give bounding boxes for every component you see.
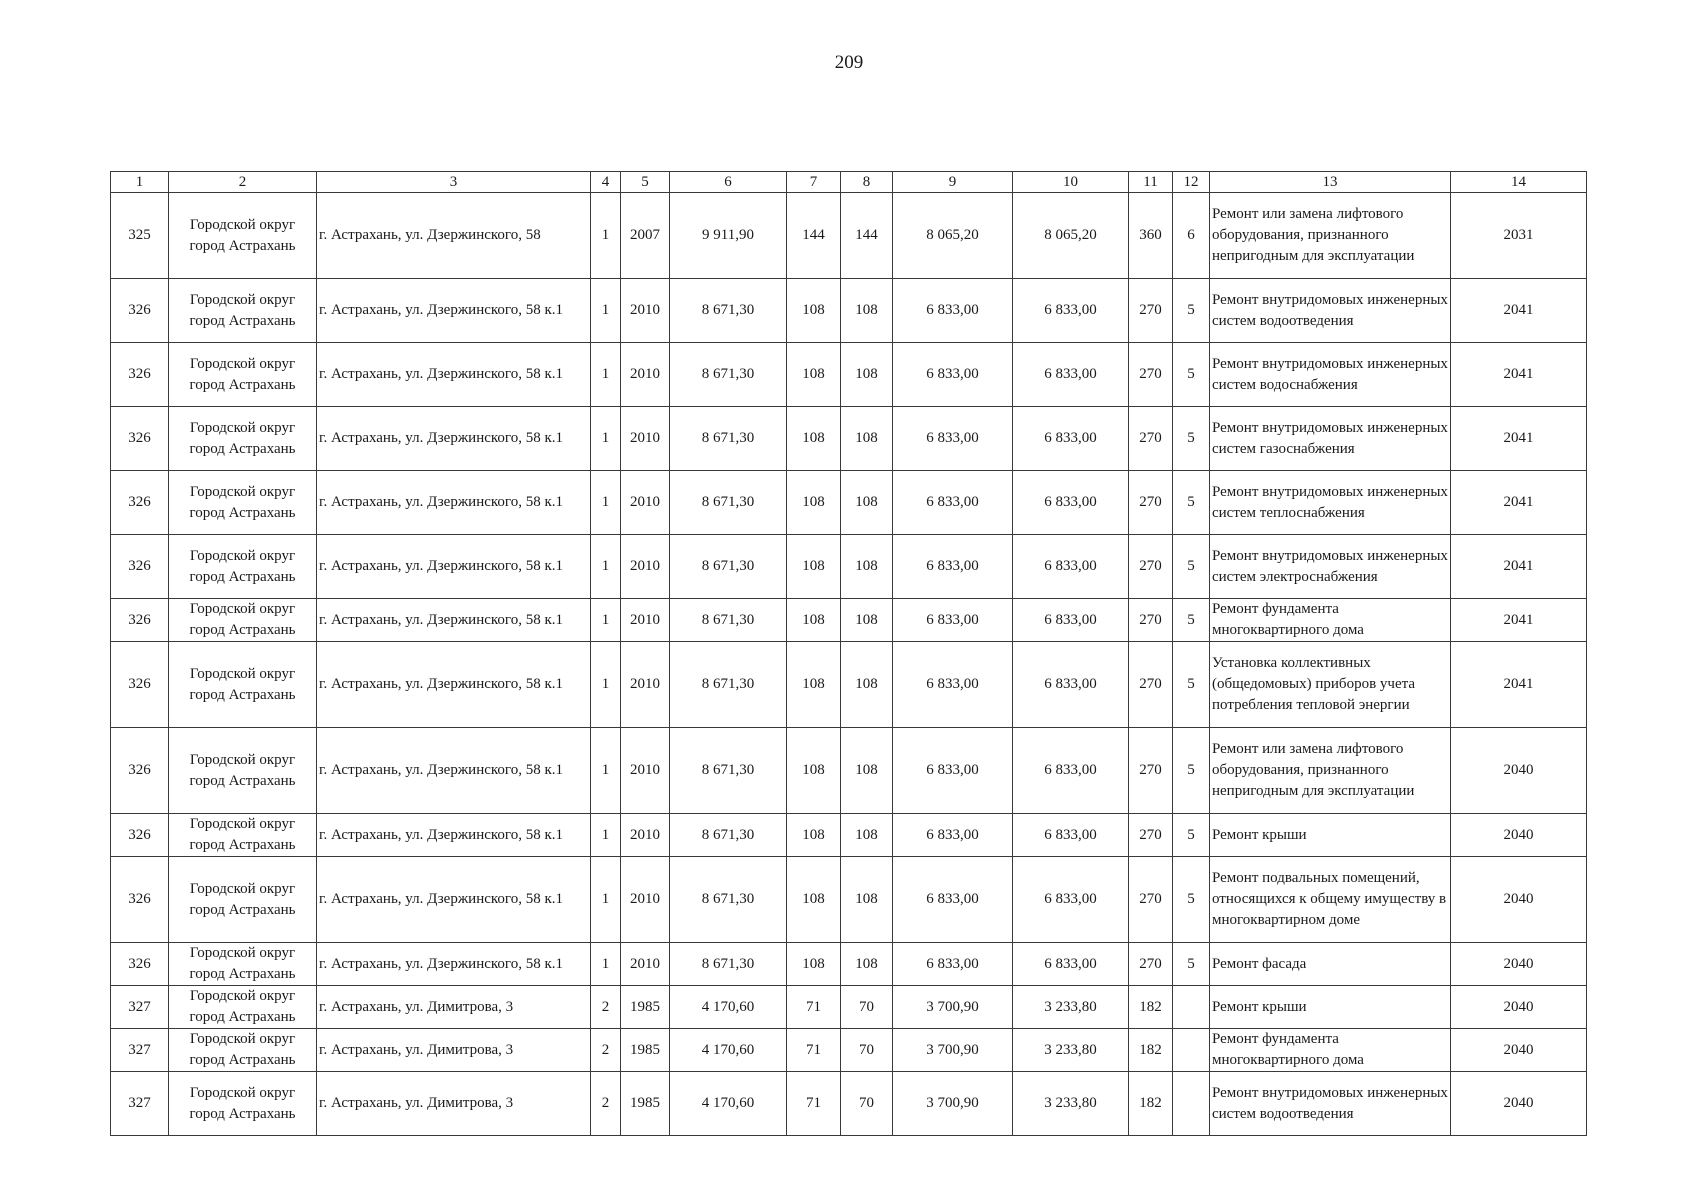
table-row <box>111 407 1587 471</box>
column-12-cell <box>1173 1029 1210 1072</box>
planned-year-cell: 2040 <box>1451 943 1587 986</box>
table-row <box>111 943 1587 986</box>
column-4-cell: 2 <box>591 1072 621 1136</box>
address-cell: г. Астрахань, ул. Дзержинского, 58 к.1 <box>317 857 591 943</box>
column-6-cell: 8 671,30 <box>670 279 787 343</box>
column-6-cell: 4 170,60 <box>670 1029 787 1072</box>
column-12-cell: 5 <box>1173 535 1210 599</box>
planned-year-cell: 2040 <box>1451 857 1587 943</box>
work-type-cell: Ремонт внутридомовых инженерных систем водоснабжения <box>1210 343 1451 407</box>
column-4-cell: 1 <box>591 814 621 857</box>
row-number: 326 <box>111 407 169 471</box>
column-12-cell: 5 <box>1173 471 1210 535</box>
planned-year-cell: 2040 <box>1451 986 1587 1029</box>
page-number: 209 <box>834 52 864 73</box>
municipality-cell: Городской округ город Астрахань <box>169 814 317 857</box>
column-4-cell: 2 <box>591 986 621 1029</box>
year-cell: 2010 <box>621 642 670 728</box>
row-number: 326 <box>111 728 169 814</box>
table-row <box>111 728 1587 814</box>
column-12-cell: 5 <box>1173 343 1210 407</box>
table-row <box>111 193 1587 279</box>
column-8-cell: 70 <box>841 1029 893 1072</box>
column-8-cell: 108 <box>841 279 893 343</box>
column-8-cell: 144 <box>841 193 893 279</box>
column-12-cell: 5 <box>1173 599 1210 642</box>
column-7-cell: 108 <box>787 599 841 642</box>
work-type-cell: Ремонт внутридомовых инженерных систем водоотведения <box>1210 1072 1451 1136</box>
column-9-cell: 6 833,00 <box>893 814 1013 857</box>
table-row <box>111 471 1587 535</box>
column-10-cell: 6 833,00 <box>1013 407 1129 471</box>
column-4-cell: 1 <box>591 279 621 343</box>
column-4-cell: 1 <box>591 407 621 471</box>
column-9-cell: 6 833,00 <box>893 535 1013 599</box>
year-cell: 2010 <box>621 471 670 535</box>
row-number: 326 <box>111 599 169 642</box>
column-11-cell: 270 <box>1129 471 1173 535</box>
work-type-cell: Ремонт внутридомовых инженерных систем электроснабжения <box>1210 535 1451 599</box>
work-type-cell: Ремонт или замена лифтового оборудования, признанного непригодным для эксплуатации <box>1210 728 1451 814</box>
row-number: 326 <box>111 471 169 535</box>
year-cell: 1985 <box>621 986 670 1029</box>
column-11-cell: 270 <box>1129 728 1173 814</box>
column-9-cell: 6 833,00 <box>893 343 1013 407</box>
column-12-cell: 6 <box>1173 193 1210 279</box>
year-cell: 2010 <box>621 943 670 986</box>
column-6-cell: 8 671,30 <box>670 857 787 943</box>
column-11-cell: 270 <box>1129 535 1173 599</box>
column-12-cell <box>1173 1072 1210 1136</box>
column-7-cell: 71 <box>787 1029 841 1072</box>
column-7-cell: 144 <box>787 193 841 279</box>
work-type-cell: Ремонт крыши <box>1210 814 1451 857</box>
table-body <box>111 193 1587 1136</box>
column-9-cell: 8 065,20 <box>893 193 1013 279</box>
planned-year-cell: 2040 <box>1451 1072 1587 1136</box>
column-11-cell: 182 <box>1129 1029 1173 1072</box>
column-9-cell: 6 833,00 <box>893 642 1013 728</box>
column-6-cell: 8 671,30 <box>670 343 787 407</box>
address-cell: г. Астрахань, ул. Дзержинского, 58 <box>317 193 591 279</box>
row-number: 326 <box>111 535 169 599</box>
row-number: 327 <box>111 986 169 1029</box>
year-cell: 2010 <box>621 599 670 642</box>
work-type-cell: Ремонт или замена лифтового оборудования, признанного непригодным для эксплуатации <box>1210 193 1451 279</box>
column-10-cell: 6 833,00 <box>1013 535 1129 599</box>
column-number-row <box>111 172 1587 193</box>
column-12-cell: 5 <box>1173 857 1210 943</box>
column-header: 8 <box>841 172 893 193</box>
planned-year-cell: 2040 <box>1451 814 1587 857</box>
work-type-cell: Ремонт подвальных помещений, относящихся к общему имуществу в многоквартирном доме <box>1210 857 1451 943</box>
column-6-cell: 4 170,60 <box>670 1072 787 1136</box>
planned-year-cell: 2041 <box>1451 599 1587 642</box>
column-11-cell: 270 <box>1129 857 1173 943</box>
column-9-cell: 6 833,00 <box>893 943 1013 986</box>
column-8-cell: 108 <box>841 343 893 407</box>
column-11-cell: 270 <box>1129 407 1173 471</box>
work-type-cell: Ремонт фасада <box>1210 943 1451 986</box>
column-10-cell: 6 833,00 <box>1013 857 1129 943</box>
work-type-cell: Ремонт фундамента многоквартирного дома <box>1210 1029 1451 1072</box>
column-12-cell: 5 <box>1173 814 1210 857</box>
municipality-cell: Городской округ город Астрахань <box>169 407 317 471</box>
column-4-cell: 1 <box>591 728 621 814</box>
column-6-cell: 8 671,30 <box>670 471 787 535</box>
municipality-cell: Городской округ город Астрахань <box>169 1072 317 1136</box>
planned-year-cell: 2040 <box>1451 1029 1587 1072</box>
planned-year-cell: 2040 <box>1451 728 1587 814</box>
column-11-cell: 182 <box>1129 986 1173 1029</box>
row-number: 326 <box>111 814 169 857</box>
address-cell: г. Астрахань, ул. Димитрова, 3 <box>317 1072 591 1136</box>
column-10-cell: 6 833,00 <box>1013 599 1129 642</box>
column-10-cell: 3 233,80 <box>1013 1072 1129 1136</box>
repair-program-table <box>110 171 1587 1136</box>
column-7-cell: 108 <box>787 279 841 343</box>
row-number: 326 <box>111 642 169 728</box>
municipality-cell: Городской округ город Астрахань <box>169 857 317 943</box>
column-10-cell: 3 233,80 <box>1013 986 1129 1029</box>
column-10-cell: 6 833,00 <box>1013 279 1129 343</box>
column-7-cell: 71 <box>787 986 841 1029</box>
address-cell: г. Астрахань, ул. Дзержинского, 58 к.1 <box>317 943 591 986</box>
address-cell: г. Астрахань, ул. Димитрова, 3 <box>317 986 591 1029</box>
row-number: 326 <box>111 943 169 986</box>
column-10-cell: 6 833,00 <box>1013 471 1129 535</box>
column-header: 7 <box>787 172 841 193</box>
work-type-cell: Ремонт крыши <box>1210 986 1451 1029</box>
row-number: 326 <box>111 343 169 407</box>
year-cell: 2010 <box>621 279 670 343</box>
table-row <box>111 599 1587 642</box>
address-cell: г. Астрахань, ул. Димитрова, 3 <box>317 1029 591 1072</box>
column-7-cell: 108 <box>787 642 841 728</box>
row-number: 327 <box>111 1029 169 1072</box>
column-9-cell: 6 833,00 <box>893 471 1013 535</box>
address-cell: г. Астрахань, ул. Дзержинского, 58 к.1 <box>317 599 591 642</box>
year-cell: 2010 <box>621 857 670 943</box>
address-cell: г. Астрахань, ул. Дзержинского, 58 к.1 <box>317 471 591 535</box>
column-11-cell: 270 <box>1129 943 1173 986</box>
table-row <box>111 535 1587 599</box>
column-7-cell: 108 <box>787 814 841 857</box>
column-header: 11 <box>1129 172 1173 193</box>
column-4-cell: 1 <box>591 193 621 279</box>
municipality-cell: Городской округ город Астрахань <box>169 343 317 407</box>
year-cell: 2010 <box>621 343 670 407</box>
column-12-cell: 5 <box>1173 943 1210 986</box>
column-8-cell: 108 <box>841 814 893 857</box>
row-number: 325 <box>111 193 169 279</box>
column-11-cell: 182 <box>1129 1072 1173 1136</box>
address-cell: г. Астрахань, ул. Дзержинского, 58 к.1 <box>317 343 591 407</box>
column-header: 2 <box>169 172 317 193</box>
column-header: 5 <box>621 172 670 193</box>
work-type-cell: Установка коллективных (общедомовых) приборов учета потребления тепловой энергии <box>1210 642 1451 728</box>
column-11-cell: 360 <box>1129 193 1173 279</box>
column-8-cell: 108 <box>841 471 893 535</box>
row-number: 326 <box>111 857 169 943</box>
column-header: 3 <box>317 172 591 193</box>
column-6-cell: 8 671,30 <box>670 642 787 728</box>
column-9-cell: 6 833,00 <box>893 599 1013 642</box>
column-10-cell: 8 065,20 <box>1013 193 1129 279</box>
municipality-cell: Городской округ город Астрахань <box>169 728 317 814</box>
column-11-cell: 270 <box>1129 599 1173 642</box>
column-7-cell: 71 <box>787 1072 841 1136</box>
municipality-cell: Городской округ город Астрахань <box>169 471 317 535</box>
column-9-cell: 3 700,90 <box>893 1029 1013 1072</box>
column-11-cell: 270 <box>1129 642 1173 728</box>
column-7-cell: 108 <box>787 943 841 986</box>
planned-year-cell: 2031 <box>1451 193 1587 279</box>
address-cell: г. Астрахань, ул. Дзержинского, 58 к.1 <box>317 728 591 814</box>
column-6-cell: 8 671,30 <box>670 599 787 642</box>
column-8-cell: 108 <box>841 535 893 599</box>
column-4-cell: 1 <box>591 642 621 728</box>
planned-year-cell: 2041 <box>1451 343 1587 407</box>
column-11-cell: 270 <box>1129 279 1173 343</box>
column-10-cell: 3 233,80 <box>1013 1029 1129 1072</box>
address-cell: г. Астрахань, ул. Дзержинского, 58 к.1 <box>317 407 591 471</box>
column-6-cell: 8 671,30 <box>670 728 787 814</box>
work-type-cell: Ремонт фундамента многоквартирного дома <box>1210 599 1451 642</box>
column-10-cell: 6 833,00 <box>1013 814 1129 857</box>
year-cell: 2010 <box>621 728 670 814</box>
column-8-cell: 108 <box>841 857 893 943</box>
table-row <box>111 279 1587 343</box>
column-4-cell: 1 <box>591 599 621 642</box>
table-row <box>111 986 1587 1029</box>
column-7-cell: 108 <box>787 535 841 599</box>
municipality-cell: Городской округ город Астрахань <box>169 642 317 728</box>
column-8-cell: 70 <box>841 986 893 1029</box>
column-9-cell: 6 833,00 <box>893 407 1013 471</box>
table-row <box>111 343 1587 407</box>
column-4-cell: 2 <box>591 1029 621 1072</box>
column-9-cell: 6 833,00 <box>893 728 1013 814</box>
column-6-cell: 8 671,30 <box>670 943 787 986</box>
column-12-cell: 5 <box>1173 728 1210 814</box>
column-4-cell: 1 <box>591 343 621 407</box>
column-8-cell: 108 <box>841 407 893 471</box>
column-11-cell: 270 <box>1129 814 1173 857</box>
planned-year-cell: 2041 <box>1451 279 1587 343</box>
work-type-cell: Ремонт внутридомовых инженерных систем теплоснабжения <box>1210 471 1451 535</box>
municipality-cell: Городской округ город Астрахань <box>169 943 317 986</box>
column-7-cell: 108 <box>787 857 841 943</box>
column-8-cell: 108 <box>841 728 893 814</box>
table-row <box>111 814 1587 857</box>
row-number: 327 <box>111 1072 169 1136</box>
column-7-cell: 108 <box>787 407 841 471</box>
table-row <box>111 642 1587 728</box>
column-header: 9 <box>893 172 1013 193</box>
column-10-cell: 6 833,00 <box>1013 728 1129 814</box>
year-cell: 2010 <box>621 535 670 599</box>
column-11-cell: 270 <box>1129 343 1173 407</box>
column-9-cell: 3 700,90 <box>893 986 1013 1029</box>
work-type-cell: Ремонт внутридомовых инженерных систем газоснабжения <box>1210 407 1451 471</box>
column-8-cell: 108 <box>841 599 893 642</box>
planned-year-cell: 2041 <box>1451 642 1587 728</box>
planned-year-cell: 2041 <box>1451 407 1587 471</box>
column-header: 1 <box>111 172 169 193</box>
column-8-cell: 108 <box>841 642 893 728</box>
address-cell: г. Астрахань, ул. Дзержинского, 58 к.1 <box>317 535 591 599</box>
column-6-cell: 8 671,30 <box>670 535 787 599</box>
address-cell: г. Астрахань, ул. Дзержинского, 58 к.1 <box>317 814 591 857</box>
column-10-cell: 6 833,00 <box>1013 343 1129 407</box>
column-7-cell: 108 <box>787 728 841 814</box>
year-cell: 1985 <box>621 1072 670 1136</box>
table-row <box>111 1072 1587 1136</box>
column-4-cell: 1 <box>591 471 621 535</box>
column-6-cell: 8 671,30 <box>670 814 787 857</box>
year-cell: 1985 <box>621 1029 670 1072</box>
planned-year-cell: 2041 <box>1451 471 1587 535</box>
municipality-cell: Городской округ город Астрахань <box>169 193 317 279</box>
column-12-cell: 5 <box>1173 642 1210 728</box>
column-6-cell: 4 170,60 <box>670 986 787 1029</box>
column-10-cell: 6 833,00 <box>1013 642 1129 728</box>
municipality-cell: Городской округ город Астрахань <box>169 279 317 343</box>
column-4-cell: 1 <box>591 943 621 986</box>
column-8-cell: 108 <box>841 943 893 986</box>
column-6-cell: 8 671,30 <box>670 407 787 471</box>
table-row <box>111 1029 1587 1072</box>
year-cell: 2010 <box>621 814 670 857</box>
year-cell: 2010 <box>621 407 670 471</box>
column-7-cell: 108 <box>787 471 841 535</box>
address-cell: г. Астрахань, ул. Дзержинского, 58 к.1 <box>317 642 591 728</box>
column-6-cell: 9 911,90 <box>670 193 787 279</box>
column-header: 14 <box>1451 172 1587 193</box>
row-number: 326 <box>111 279 169 343</box>
municipality-cell: Городской округ город Астрахань <box>169 535 317 599</box>
column-9-cell: 6 833,00 <box>893 857 1013 943</box>
column-header: 12 <box>1173 172 1210 193</box>
column-header: 13 <box>1210 172 1451 193</box>
column-header: 4 <box>591 172 621 193</box>
column-10-cell: 6 833,00 <box>1013 943 1129 986</box>
column-4-cell: 1 <box>591 857 621 943</box>
address-cell: г. Астрахань, ул. Дзержинского, 58 к.1 <box>317 279 591 343</box>
table-row <box>111 857 1587 943</box>
work-type-cell: Ремонт внутридомовых инженерных систем водоотведения <box>1210 279 1451 343</box>
column-12-cell: 5 <box>1173 407 1210 471</box>
column-header: 10 <box>1013 172 1129 193</box>
municipality-cell: Городской округ город Астрахань <box>169 1029 317 1072</box>
planned-year-cell: 2041 <box>1451 535 1587 599</box>
column-12-cell: 5 <box>1173 279 1210 343</box>
column-12-cell <box>1173 986 1210 1029</box>
column-7-cell: 108 <box>787 343 841 407</box>
municipality-cell: Городской округ город Астрахань <box>169 599 317 642</box>
year-cell: 2007 <box>621 193 670 279</box>
column-9-cell: 3 700,90 <box>893 1072 1013 1136</box>
column-8-cell: 70 <box>841 1072 893 1136</box>
column-header: 6 <box>670 172 787 193</box>
municipality-cell: Городской округ город Астрахань <box>169 986 317 1029</box>
column-9-cell: 6 833,00 <box>893 279 1013 343</box>
column-4-cell: 1 <box>591 535 621 599</box>
